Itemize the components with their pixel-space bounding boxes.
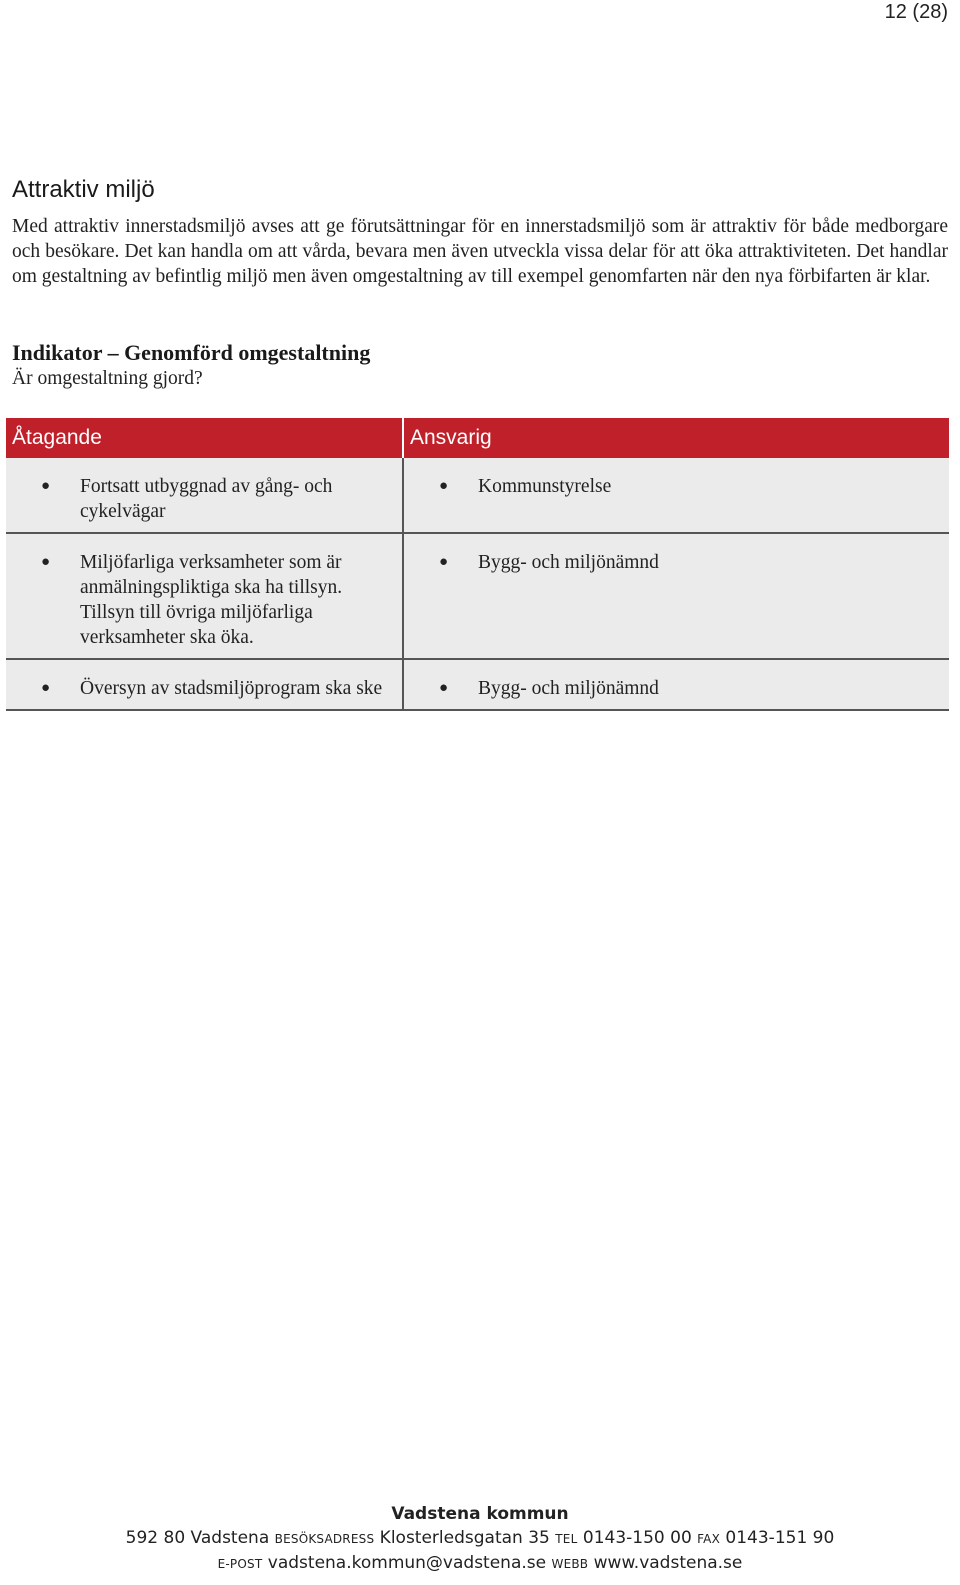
column-header-commitment: Åtagande <box>6 418 403 458</box>
bullet-icon: ● <box>439 554 449 570</box>
footer-fax: 0143-151 90 <box>725 1528 835 1548</box>
footer-tel-label: TEL <box>555 1532 578 1546</box>
bullet-icon: ● <box>41 680 51 696</box>
footer-visit-label: BESÖKSADRESS <box>274 1532 375 1546</box>
commitment-text: Fortsatt utbyggnad av gång- och cykelvägar <box>80 476 333 522</box>
footer-visit-address: Klosterledsgatan 35 <box>379 1528 550 1548</box>
page-footer <box>0 1502 960 1576</box>
responsible-text: Bygg- och miljönämnd <box>478 678 659 699</box>
bullet-icon: ● <box>439 680 449 696</box>
table-row <box>6 458 949 533</box>
commitment-text: Miljöfarliga verksamheter som är anmälningspliktiga ska ha tillsyn. Tillsyn till övriga miljöfarliga verksamheter ska öka. <box>80 552 343 648</box>
intro-paragraph: Med attraktiv innerstadsmiljö avses att ge förutsättningar för en innerstadsmiljö som är attraktiv för både medborgare och besökare. Det kan handla om att vårda, bevara men även utveckla vissa delar för att öka attraktiviteten. Det handlar om gestaltning av befintlig miljö men även omgestaltning av till exempel genomfarten när den nya förbifarten är klar. <box>12 216 948 287</box>
bullet-icon: ● <box>41 554 51 570</box>
responsible-cell <box>403 659 949 710</box>
responsible-cell <box>403 533 949 659</box>
footer-contact-line <box>0 1551 960 1576</box>
footer-organization: Vadstena kommun <box>391 1504 569 1524</box>
commitment-cell <box>6 458 403 533</box>
page-number: 12 (28) <box>884 1 948 23</box>
bullet-icon: ● <box>41 478 51 494</box>
responsible-text: Kommunstyrelse <box>478 476 612 497</box>
table-row <box>6 533 949 659</box>
section-heading: Attraktiv miljö <box>12 176 155 203</box>
table-row <box>6 659 949 710</box>
indicator-question: Är omgestaltning gjord? <box>12 368 203 389</box>
indicator-title: Indikator – Genomförd omgestaltning <box>12 340 371 365</box>
footer-email[interactable]: vadstena.kommun@vadstena.se <box>267 1553 547 1573</box>
commitment-cell <box>6 659 403 710</box>
table-header-row <box>6 418 949 458</box>
footer-postal: 592 80 Vadstena <box>125 1528 270 1548</box>
column-header-responsible: Ansvarig <box>403 418 949 458</box>
footer-email-label: E-POST <box>217 1557 263 1571</box>
responsible-text: Bygg- och miljönämnd <box>478 552 659 573</box>
footer-web-label: WEBB <box>551 1557 589 1571</box>
footer-tel: 0143-150 00 <box>582 1528 692 1548</box>
footer-address-line <box>0 1526 960 1551</box>
commitment-text: Översyn av stadsmiljöprogram ska ske <box>80 678 383 699</box>
commitment-cell <box>6 533 403 659</box>
footer-fax-label: FAX <box>697 1532 721 1546</box>
footer-web[interactable]: www.vadstena.se <box>593 1553 743 1573</box>
bullet-icon: ● <box>439 478 449 494</box>
commitments-table <box>6 418 949 711</box>
responsible-cell <box>403 458 949 533</box>
